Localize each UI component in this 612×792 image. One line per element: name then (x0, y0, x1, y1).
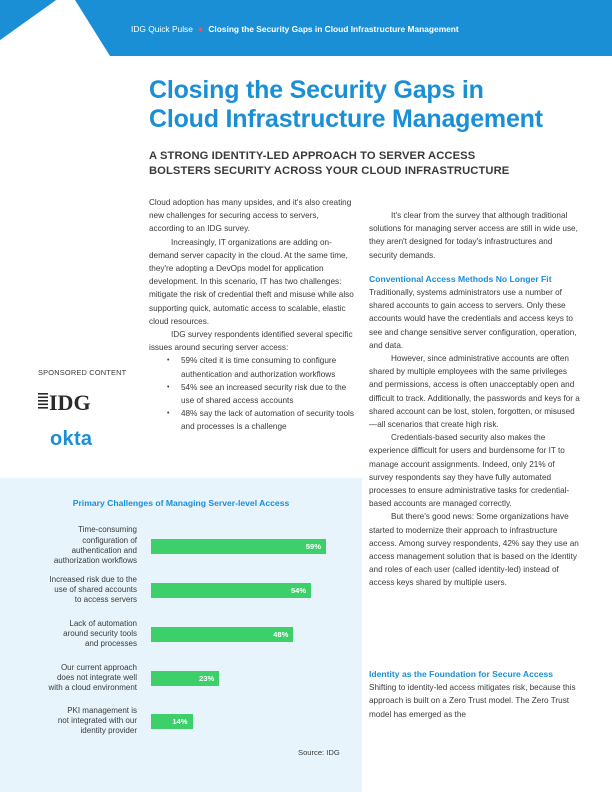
right-column-continued (369, 668, 581, 721)
category-label (40, 525, 137, 566)
header-title: Closing the Security Gaps in Cloud Infrastructure Management (208, 24, 459, 34)
chart-bar (151, 583, 311, 598)
bar-value-label: 23% (199, 673, 215, 683)
paragraph: IDG survey respondents identified several specific issues around securing server access: (149, 330, 353, 353)
paragraph: But there's good news: Some organizations have started to modernize their approach to infrastructure access. Among survey respondents, 42% say they use an access management solution that is based on the identity and roles of each user (called identity-led) instead of access keys shared by multiple users. (369, 512, 579, 588)
bar-value-label: 48% (273, 629, 289, 639)
paragraph: Traditionally, systems administrators use a number of shared accounts to gain access to servers. Only these accounts would have the credentials and access keys to see and change sensitive server configuration, operation, and data. (369, 288, 577, 350)
idg-logo (38, 388, 118, 414)
page-title (149, 76, 589, 134)
category-label-line: around security tools (63, 628, 137, 638)
paragraph: Shifting to identity-led access mitigates risk, because this approach is built on a Zero Trust model. The Zero Trust model has emerged as the (369, 683, 576, 719)
chart-bar (151, 671, 219, 686)
bar-value-label: 59% (305, 541, 321, 551)
page-subtitle (149, 149, 589, 179)
subtitle-line-1: A STRONG IDENTITY-LED APPROACH TO SERVER ACCESS (149, 150, 476, 162)
chart-title: Primary Challenges of Managing Server-level Access (72, 498, 290, 508)
category-label-line: Time-consuming (78, 525, 137, 535)
right-column (369, 209, 581, 590)
category-label-line: authentication and (71, 545, 137, 555)
chart-bar (151, 539, 326, 554)
category-label (40, 663, 137, 694)
header-separator: ● (197, 24, 204, 34)
subtitle-line-2: BOLSTERS SECURITY ACROSS YOUR CLOUD INFRASTRUCTURE (149, 165, 510, 177)
section-heading: Identity as the Foundation for Secure Access (369, 669, 554, 679)
header-series: IDG Quick Pulse (131, 24, 193, 34)
chart-bar (151, 627, 293, 642)
paragraph: Increasingly, IT organizations are adding on-demand server capacity in the cloud. At the same time, they're adopting a DevOps model for application development. In this scenario, IT has two challenges: mitigate the risk of credential theft and misuse while also supporting quick, automatic access to scalable, elastic cloud resources. (149, 237, 354, 326)
idg-logo-text: IDG (49, 390, 91, 414)
section-heading: Conventional Access Methods No Longer Fit (369, 273, 552, 284)
paragraph: Cloud adoption has many upsides, and it's also creating new challenges for securing access to servers, according to an IDG survey. (149, 198, 352, 234)
category-label (40, 619, 137, 650)
category-label (40, 706, 137, 737)
paragraph: Credentials-based security also makes the experience difficult for users and burdensome for IT to manage account assignments. Indeed, only 21% of survey respondents say they have fully automated processes to ensure administrative tasks for credential-based accounts are managed correctly. (369, 433, 570, 509)
left-column (149, 196, 354, 434)
bar-value-label: 14% (172, 716, 188, 726)
bullet-item: • 59% cited it is time consuming to configure authentication and authorization workflows (149, 354, 354, 380)
okta-logo: okta (50, 428, 93, 450)
bar-value-label: 54% (290, 585, 307, 595)
header-notch (0, 0, 130, 56)
paragraph: However, since administrative accounts are often shared by multiple employees with the same privileges and permissions, access is often unacceptably open and difficult to track. Additionally, the passwords and keys for a shared account can be lost, stolen, forgotten, or misused—all scenarios that create high risk. (369, 354, 580, 430)
category-label-line: with a cloud environment (48, 683, 137, 693)
category-label-line: not integrated with our (57, 715, 137, 725)
category-label-line: Our current approach (60, 662, 137, 672)
category-label-line: authorization workflows (53, 556, 137, 566)
title-line-1: Closing the Security Gaps in (149, 76, 484, 104)
paragraph: It's clear from the survey that although traditional solutions for managing server access are still in wide use, they aren't designed for today's infrastructures and security demands. (369, 211, 578, 260)
category-label-line: PKI management is (67, 705, 137, 715)
bullet-item: • 54% see an increased security risk due to the use of shared access accounts (149, 381, 354, 407)
bullet-item: • 48% say the lack of automation of security tools and processes is a challenge (149, 407, 354, 433)
category-label-line: configuration of (82, 535, 137, 545)
category-label-line: and processes (84, 639, 137, 649)
category-label-line: Lack of automation (69, 618, 137, 628)
title-line-2: Cloud Infrastructure Management (149, 105, 543, 133)
category-label-line: to access servers (74, 595, 137, 605)
category-label-line: Increased risk due to the (49, 574, 137, 584)
bullet-list (149, 354, 354, 433)
chart-bar (151, 714, 193, 729)
sponsored-label: SPONSORED CONTENT (38, 368, 127, 377)
category-label-line: use of shared accounts (54, 584, 137, 594)
chart-source: Source: IDG (298, 748, 340, 757)
category-label (40, 575, 137, 606)
category-label-line: does not integrate well (56, 672, 137, 682)
category-label-line: identity provider (80, 726, 137, 736)
running-header (131, 24, 459, 34)
